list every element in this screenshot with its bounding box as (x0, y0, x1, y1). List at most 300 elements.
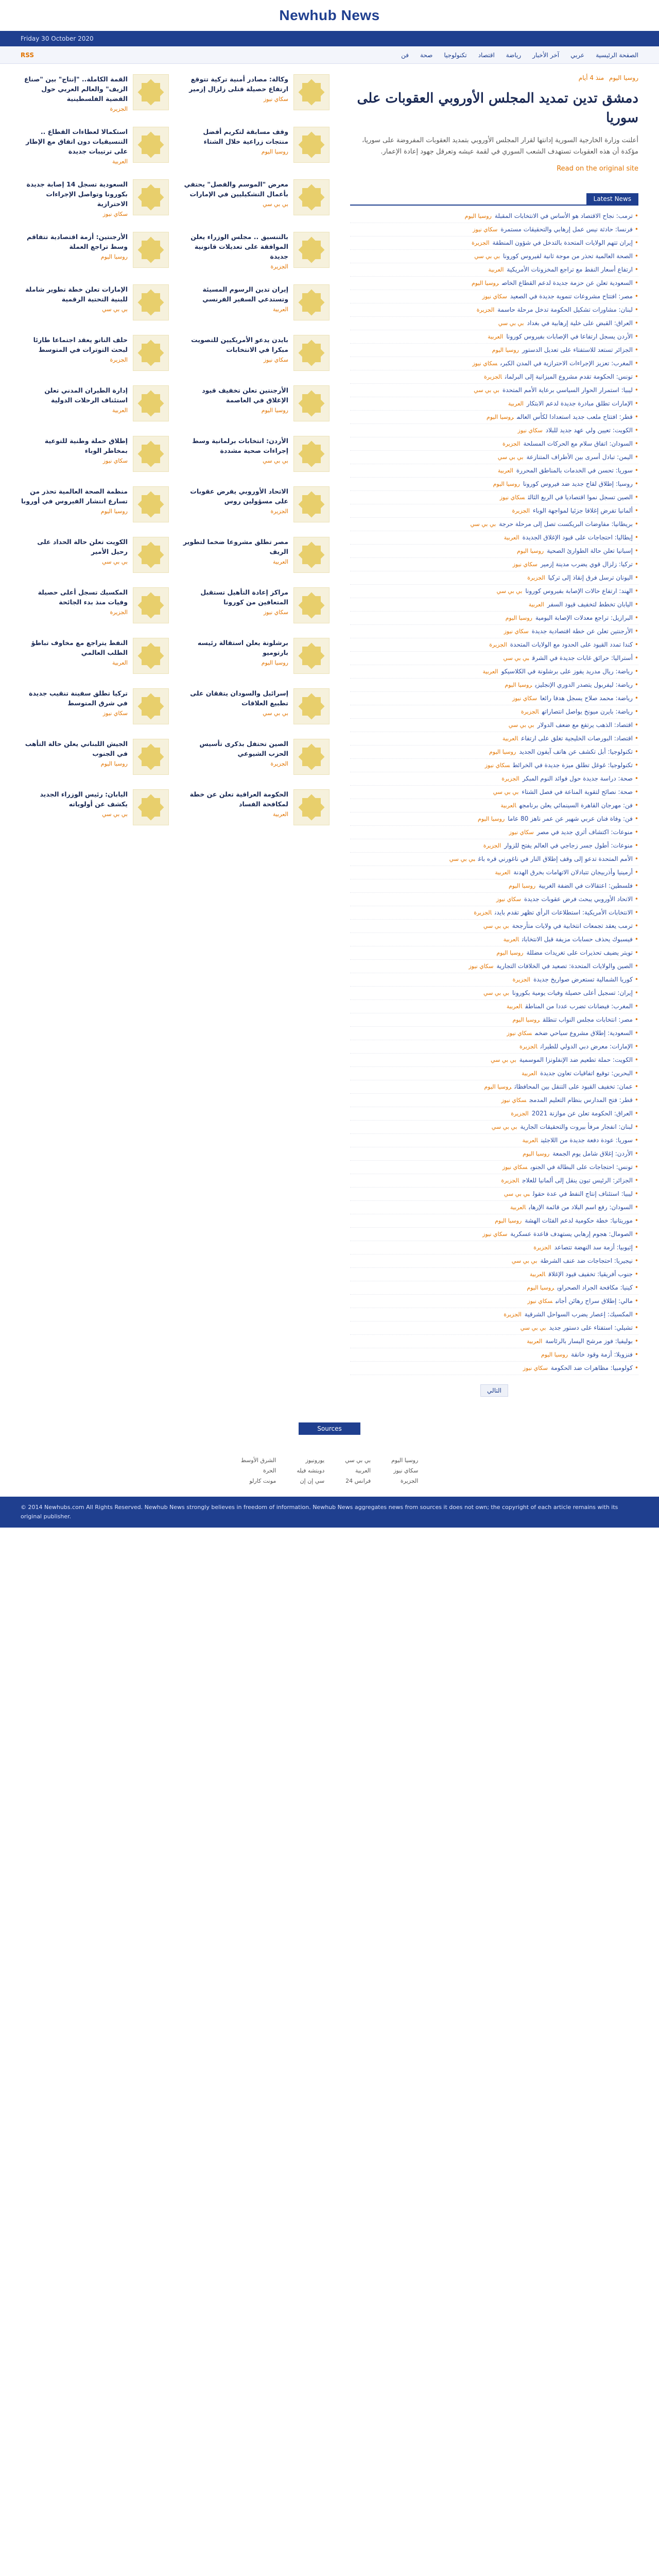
latest-news-title[interactable]: الصين تسجل نموا اقتصاديا في الربع الثالث (528, 494, 633, 501)
latest-news-item[interactable] (350, 250, 638, 263)
latest-news-item[interactable] (350, 705, 638, 719)
latest-news-item[interactable] (350, 1295, 638, 1308)
latest-news-item[interactable] (350, 1013, 638, 1027)
latest-news-item[interactable] (350, 732, 638, 745)
card-title[interactable]: الجيش اللبناني يعلن حالة التأهب في الجنوب (25, 740, 128, 757)
card-title[interactable]: منظمة الصحة العالمية تحذر من تسارع انتشار الفيروس في أوروبا (21, 487, 128, 505)
latest-news-item[interactable] (350, 1335, 638, 1348)
related-card[interactable] (21, 486, 169, 522)
latest-news-title[interactable]: فيسبوك يحذف حسابات مزيفة قبل الانتخابات (522, 936, 633, 943)
card-title[interactable]: برشلونة يعلن استقالة رئيسه بارتوميو (197, 639, 288, 656)
footer-link[interactable]: دويتشه فيله (297, 1467, 325, 1474)
nav-arabic[interactable]: عربي (570, 51, 585, 59)
card-title[interactable]: حلف الناتو يعقد اجتماعا طارئا لبحث التوترات في المتوسط (33, 336, 128, 353)
latest-news-title[interactable]: عمان: تخفيف القيود على التنقل بين المحافظات (514, 1083, 633, 1090)
latest-news-item[interactable] (350, 478, 638, 491)
latest-news-item[interactable] (350, 652, 638, 665)
card-thumbnail-placeholder-icon[interactable] (133, 688, 169, 724)
latest-news-title[interactable]: الجزائر: الرئيس تبون ينقل إلى ألمانيا للعلاج (522, 1177, 633, 1184)
card-title[interactable]: بالتنسيق .. مجلس الوزراء يعلن الموافقة على تعديلات قانونية جديدة (190, 233, 288, 260)
card-title[interactable]: معرض "الموسم والفصل" يحتفي بأعمال التشكيليين في الإمارات (184, 180, 288, 198)
latest-news-item[interactable] (350, 210, 638, 223)
latest-news-title[interactable]: رياضة: ريال مدريد يفوز على برشلونة في الكلاسيكو (501, 668, 633, 675)
card-thumbnail-placeholder-icon[interactable] (293, 127, 330, 163)
card-thumbnail-placeholder-icon[interactable] (133, 385, 169, 421)
card-thumbnail-placeholder-icon[interactable] (293, 688, 330, 724)
latest-news-item[interactable] (350, 638, 638, 652)
nav-economy[interactable]: اقتصاد (478, 51, 495, 59)
nav-latest[interactable]: آخر الأخبار (532, 51, 560, 59)
latest-news-title[interactable]: روسيا: إطلاق لقاح جديد ضد فيروس كورونا (523, 480, 633, 487)
latest-news-item[interactable] (350, 1134, 638, 1147)
latest-news-title[interactable]: تركيا: زلزال قوي يضرب مدينة إزمير (540, 561, 633, 568)
latest-news-title[interactable]: لبنان: انفجار مرفأ بيروت والتحقيقات الجارية (520, 1123, 633, 1130)
card-title[interactable]: الحكومة العراقية تعلن عن خطة لمكافحة الفساد (189, 790, 288, 808)
latest-news-title[interactable]: تونس: احتجاجات على البطالة في الجنوب (530, 1163, 633, 1171)
card-title[interactable]: الإمارات تعلن خطة تطوير شاملة للبنية التحتية الرقمية (25, 285, 128, 303)
latest-news-title[interactable]: العراق: الحكومة تعلن عن موازنة 2021 (531, 1110, 633, 1117)
next-page-button[interactable]: التالي (480, 1384, 508, 1397)
latest-news-title[interactable]: اليونان ترسل فرق إنقاذ إلى تركيا (548, 574, 633, 581)
latest-news-item[interactable] (350, 1174, 638, 1188)
footer-link[interactable]: الحرة (263, 1467, 276, 1474)
latest-news-item[interactable] (350, 839, 638, 853)
latest-news-item[interactable] (350, 357, 638, 370)
latest-news-item[interactable] (350, 1321, 638, 1335)
latest-news-item[interactable] (350, 973, 638, 987)
latest-news-item[interactable] (350, 545, 638, 558)
card-thumbnail-placeholder-icon[interactable] (293, 436, 330, 472)
related-card[interactable] (21, 587, 169, 623)
latest-news-item[interactable] (350, 1281, 638, 1295)
latest-news-title[interactable]: الجزائر تستعد للاستفتاء على تعديل الدستور (522, 346, 633, 353)
latest-news-title[interactable]: رياضة: بايرن ميونخ يواصل انتصاراته (542, 708, 633, 715)
latest-news-item[interactable] (350, 317, 638, 330)
latest-news-title[interactable]: السودان: رفع اسم البلاد من قائمة الإرهاب (529, 1204, 633, 1211)
latest-news-source: روسيا اليوم (471, 280, 499, 286)
related-card[interactable] (181, 486, 330, 522)
latest-news-item[interactable] (350, 745, 638, 759)
latest-news-item[interactable] (350, 504, 638, 518)
latest-news-source: الجزيرة (527, 574, 545, 581)
latest-news-title[interactable]: جنوب أفريقيا: تخفيف قيود الإغلاق (548, 1270, 633, 1278)
latest-news-title[interactable]: نيجيريا: احتجاجات ضد عنف الشرطة (540, 1257, 633, 1264)
card-thumbnail-placeholder-icon[interactable] (293, 232, 330, 268)
card-title[interactable]: وقف مسابقة لتكريم أفضل منتجات زراعية خلال الشتاء (203, 128, 288, 145)
latest-news-item[interactable] (350, 290, 638, 303)
latest-news-title[interactable]: تشيلي: استفتاء على دستور جديد (549, 1324, 633, 1331)
latest-news-title[interactable]: الصحة العالمية تحذر من موجة ثانية لفيروس كورونا (503, 252, 633, 260)
latest-news-title[interactable]: منوعات: أطول جسر زجاجي في العالم يفتح للزوار (504, 842, 633, 849)
latest-news-title[interactable]: منوعات: اكتشاف أثري جديد في مصر (536, 828, 633, 836)
latest-news-title[interactable]: أستراليا: حرائق غابات جديدة في الشرق (532, 654, 633, 662)
latest-news-title[interactable]: المغرب: تعزيز الإجراءات الاحترازية في المدن الكبرى (500, 360, 633, 367)
card-thumbnail-placeholder-icon[interactable] (293, 587, 330, 623)
latest-news-title[interactable]: إيطاليا: احتجاجات على قيود الإغلاق الجديدة (522, 534, 633, 541)
latest-news-item[interactable] (350, 1107, 638, 1121)
latest-news-item[interactable] (350, 1094, 638, 1107)
bullet-icon: • (634, 1244, 638, 1251)
latest-news-title[interactable]: المغرب: فيضانات تضرب عددا من المناطق (525, 1003, 633, 1010)
latest-news-source: العربية (497, 467, 513, 474)
latest-news-item[interactable] (350, 397, 638, 411)
card-title[interactable]: تركيا تطلق سفينة تنقيب جديدة في شرق المتوسط (29, 689, 128, 707)
related-card[interactable] (181, 335, 330, 371)
card-thumbnail-placeholder-icon[interactable] (293, 179, 330, 215)
card-thumbnail-placeholder-icon[interactable] (133, 486, 169, 522)
latest-news-title[interactable]: الصومال: هجوم إرهابي يستهدف قاعدة عسكرية (510, 1230, 633, 1238)
latest-news-item[interactable] (350, 1255, 638, 1268)
latest-news-item[interactable] (350, 585, 638, 598)
card-thumbnail-placeholder-icon[interactable] (133, 127, 169, 163)
latest-news-title[interactable]: الأرجنتين تعلن عن خطة اقتصادية جديدة (531, 628, 633, 635)
latest-news-title[interactable]: لبنان: مشاورات تشكيل الحكومة تدخل مرحلة حاسمة (497, 306, 633, 313)
related-card[interactable] (181, 127, 330, 165)
latest-news-item[interactable] (350, 384, 638, 397)
footer-link[interactable]: الشرق الأوسط (240, 1457, 276, 1464)
latest-news-item[interactable] (350, 1161, 638, 1174)
card-thumbnail-placeholder-icon[interactable] (133, 739, 169, 775)
latest-news-title[interactable]: سوريا: عودة دفعة جديدة من اللاجئين (541, 1137, 633, 1144)
latest-news-title[interactable]: الأردن: إغلاق شامل يوم الجمعة (552, 1150, 633, 1157)
related-card[interactable] (181, 537, 330, 573)
related-card[interactable] (181, 638, 330, 674)
latest-news-source: بي بي سي (470, 521, 496, 528)
latest-news-item[interactable] (350, 1188, 638, 1201)
latest-news-title[interactable]: إسبانيا تعلن حالة الطوارئ الصحية (547, 547, 633, 554)
latest-news-title[interactable]: الكويت: حملة تطعيم ضد الإنفلونزا الموسمية (519, 1056, 633, 1063)
card-thumbnail-placeholder-icon[interactable] (293, 284, 330, 320)
related-card[interactable] (181, 179, 330, 217)
nav-art[interactable]: فن (401, 51, 409, 59)
card-thumbnail-placeholder-icon[interactable] (293, 74, 330, 110)
latest-news-item[interactable] (350, 960, 638, 973)
latest-news-item[interactable] (350, 1241, 638, 1255)
latest-news-item[interactable] (350, 344, 638, 357)
footer-link[interactable]: مونت كارلو (249, 1478, 276, 1484)
card-thumbnail-placeholder-icon[interactable] (293, 537, 330, 573)
latest-news-item[interactable] (350, 625, 638, 638)
related-card[interactable] (21, 436, 169, 472)
latest-news-item[interactable] (350, 277, 638, 290)
related-card[interactable] (181, 789, 330, 825)
latest-news-title[interactable]: الأمم المتحدة تدعو إلى وقف إطلاق النار في ناغورني قره باغ (478, 855, 633, 862)
latest-news-item[interactable] (350, 1147, 638, 1161)
footer-link[interactable]: سي إن إن (300, 1478, 325, 1484)
latest-news-title[interactable]: أرمينيا وأذربيجان تتبادلان الاتهامات بخرق الهدنة (513, 869, 633, 876)
latest-news-title[interactable]: فرنسا: حادثة نيس عمل إرهابي والتحقيقات مستمرة (500, 226, 633, 233)
latest-news-item[interactable] (350, 1000, 638, 1013)
latest-news-title[interactable]: مصر: افتتاح مشروعات تنموية جديدة في الصعيد (510, 293, 633, 300)
latest-news-item[interactable] (350, 719, 638, 732)
related-card[interactable] (21, 537, 169, 573)
latest-news-title[interactable]: البرازيل: تراجع معدلات الإصابة اليومية (535, 614, 633, 621)
card-title[interactable]: الاتحاد الأوروبي يفرض عقوبات على مسؤولين روس (190, 487, 288, 505)
card-title[interactable]: المكسيك تسجل أعلى حصيلة وفيات منذ بدء الجائحة (38, 588, 128, 606)
card-thumbnail-placeholder-icon[interactable] (293, 385, 330, 421)
latest-news-item[interactable] (350, 879, 638, 893)
card-title[interactable]: إدارة الطيران المدني تعلن استئناف الرحلات الدولية (44, 386, 128, 404)
latest-news-item[interactable] (350, 612, 638, 625)
related-card[interactable] (21, 638, 169, 674)
latest-news-item[interactable] (350, 236, 638, 250)
card-title[interactable]: مصر تطلق مشروعا ضخما لتطوير الريف (183, 538, 288, 555)
latest-news-title[interactable]: ارتفاع أسعار النفط مع تراجع المخزونات الأمريكية (507, 266, 633, 273)
related-card[interactable] (181, 284, 330, 320)
card-title[interactable]: مراكز إعادة التأهيل تستقبل المتعافين من كورونا (200, 588, 288, 606)
latest-news-item[interactable] (350, 906, 638, 920)
latest-news-title[interactable]: قطر: فتح المدارس بنظام التعليم المدمج (529, 1096, 633, 1104)
latest-news-item[interactable] (350, 692, 638, 705)
footer-link[interactable]: العربية (355, 1467, 371, 1474)
nav-tech[interactable]: تكنولوجيا (444, 51, 467, 59)
card-thumbnail-placeholder-icon[interactable] (293, 789, 330, 825)
latest-news-item[interactable] (350, 826, 638, 839)
footer-link[interactable]: يورونيوز (305, 1457, 325, 1464)
latest-news-item[interactable] (350, 799, 638, 812)
related-card[interactable] (21, 789, 169, 825)
nav-health[interactable]: صحة (420, 51, 433, 59)
footer-link[interactable]: روسيا اليوم (391, 1457, 419, 1464)
related-card[interactable] (181, 232, 330, 270)
latest-news-item[interactable] (350, 303, 638, 317)
card-title[interactable]: اليابان: رئيس الوزراء الجديد يكشف عن أولوياته (40, 790, 128, 808)
card-thumbnail-placeholder-icon[interactable] (293, 638, 330, 674)
card-title[interactable]: الأرجنتين: أزمة اقتصادية تتفاقم وسط تراجع العملة (27, 233, 128, 250)
latest-news-title[interactable]: سوريا: تحسن في الخدمات بالمناطق المحررة (516, 467, 633, 474)
latest-news-title[interactable]: فلسطين: اعتقالات في الضفة الغربية (539, 882, 633, 889)
card-thumbnail-placeholder-icon[interactable] (133, 789, 169, 825)
latest-news-item[interactable] (350, 920, 638, 933)
latest-news-item[interactable] (350, 772, 638, 786)
nav-sports[interactable]: رياضة (506, 51, 522, 59)
latest-news-title[interactable]: الصين والولايات المتحدة: تصعيد في الخلافات التجارية (496, 962, 633, 970)
latest-news-item[interactable] (350, 1080, 638, 1094)
related-card[interactable] (21, 284, 169, 320)
latest-news-item[interactable] (350, 598, 638, 612)
latest-news-item[interactable] (350, 987, 638, 1000)
rss-link[interactable]: RSS (21, 51, 34, 59)
latest-news-title[interactable]: إيران تتهم الولايات المتحدة بالتدخل في شؤون المنطقة (492, 239, 633, 246)
latest-news-title[interactable]: كينيا: مكافحة الجراد الصحراوي (557, 1284, 633, 1291)
card-thumbnail-placeholder-icon[interactable] (133, 638, 169, 674)
latest-news-title[interactable]: كوريا الشمالية تستعرض صواريخ جديدة (533, 976, 633, 983)
related-card[interactable] (21, 688, 169, 724)
latest-news-title[interactable]: الإمارات تطلق مبادرة جديدة لدعم الابتكار (526, 400, 633, 407)
latest-news-title[interactable]: الأردن يسجل ارتفاعا في الإصابات بفيروس كورونا (506, 333, 633, 340)
latest-news-title[interactable]: تكنولوجيا: غوغل تطلق ميزة جديدة في الخرائط (513, 761, 633, 769)
latest-news-title[interactable]: الهند: ارتفاع حالات الإصابة بفيروس كورونا (525, 587, 633, 595)
latest-news-title[interactable]: المكسيك: إعصار يضرب السواحل الشرقية (524, 1311, 633, 1318)
latest-news-item[interactable] (350, 1348, 638, 1362)
latest-news-title[interactable]: الكويت: تعيين ولي عهد جديد للبلاد (545, 427, 633, 434)
latest-news-title[interactable]: اليمن: تبادل أسرى بين الأطراف المتنازعة (526, 453, 633, 461)
latest-news-title[interactable]: ترمب: نجاح الاقتصاد هو الأساس في الانتخابات المقبلة (494, 212, 633, 219)
latest-news-item[interactable] (350, 866, 638, 879)
page-body (21, 64, 638, 1412)
latest-news-title[interactable]: ليبيا: استئناف إنتاج النفط في عدة حقول (532, 1190, 633, 1197)
latest-news-item[interactable] (350, 812, 638, 826)
card-thumbnail-placeholder-icon[interactable] (133, 74, 169, 110)
latest-news-item[interactable] (350, 571, 638, 585)
card-title[interactable]: الصين تحتفل بذكرى تأسيس الحزب الشيوعي (199, 740, 288, 757)
related-card[interactable] (181, 74, 330, 112)
site-logo[interactable]: Newhub News (279, 7, 380, 23)
latest-news-item[interactable] (350, 946, 638, 960)
card-title[interactable]: الأرجنتين تعلن تخفيف قيود الإغلاق في العاصمة (202, 386, 288, 404)
card-title[interactable]: القمة الكاملة.. "إنتاج" بين "صناع الزيف" والعالم العربي حول القضية الفلسطينية (24, 75, 128, 103)
latest-news-item[interactable] (350, 464, 638, 478)
latest-news-title[interactable]: فن: وفاة فنان عربي شهير عن عمر ناهز 80 عاما (508, 815, 633, 822)
card-title[interactable]: وكالة: مصادر أمنية تركية تتوقع ارتفاع حصيلة قتلى زلزال إزمير (189, 75, 288, 93)
card-thumbnail-placeholder-icon[interactable] (133, 537, 169, 573)
card-title[interactable]: السعودية تسجل 14 إصابة جديدة بكورونا وتواصل الإجراءات الاحترازية (26, 180, 128, 208)
card-thumbnail-placeholder-icon[interactable] (133, 436, 169, 472)
latest-news-item[interactable] (350, 1268, 638, 1281)
related-card[interactable] (21, 74, 169, 112)
latest-news-title[interactable]: بوليفيا: فوز مرشح اليسار بالرئاسة (545, 1337, 633, 1345)
latest-news-title[interactable]: موريتانيا: خطة حكومية لدعم الفئات الهشة (525, 1217, 633, 1224)
footer-link[interactable]: الجزيرة (400, 1478, 419, 1484)
card-thumbnail-placeholder-icon[interactable] (133, 284, 169, 320)
latest-news-title[interactable]: مالي: إطلاق سراح رهائن أجانب (556, 1297, 633, 1304)
latest-news-title[interactable]: قطر: افتتاح ملعب جديد استعدادا لكأس العالم (517, 413, 633, 420)
card-title[interactable]: الكويت تعلن حالة الحداد على رحيل الأمير (37, 538, 128, 555)
card-thumbnail-placeholder-icon[interactable] (293, 335, 330, 371)
latest-news-title[interactable]: كولومبيا: مظاهرات ضد الحكومة (550, 1364, 633, 1371)
latest-news-title[interactable]: فنزويلا: أزمة وقود خانقة (571, 1351, 633, 1358)
latest-news-item[interactable] (350, 370, 638, 384)
latest-news-item[interactable] (350, 1040, 638, 1054)
breadcrumb-source[interactable]: روسيا اليوم (609, 74, 638, 81)
related-card[interactable] (181, 688, 330, 724)
card-thumbnail-placeholder-icon[interactable] (133, 587, 169, 623)
footer-link[interactable]: فرانس 24 (345, 1478, 371, 1484)
sources-button[interactable]: Sources (299, 1422, 360, 1435)
latest-news-title[interactable]: الإمارات: معرض دبي الدولي للطيران (540, 1043, 633, 1050)
footer-link[interactable]: بي بي سي (345, 1457, 371, 1464)
bullet-icon: • (634, 319, 638, 327)
latest-news-item[interactable] (350, 223, 638, 236)
card-title[interactable]: إطلاق حملة وطنية للتوعية بمخاطر الوباء (44, 437, 128, 454)
latest-news-title[interactable]: تويتر يضيف تحذيرات على تغريدات مضللة (526, 949, 633, 956)
related-card[interactable] (21, 739, 169, 775)
latest-news-title[interactable]: مصر: انتخابات مجلس النواب تنطلق (543, 1016, 633, 1023)
card-title[interactable]: استكمالا لعطاءات القطاع .. التنسيقيات دون اتفاق مع الإطار على ترتيبات جديدة (26, 128, 128, 155)
related-card[interactable] (181, 385, 330, 421)
latest-news-title[interactable]: بريطانيا: مفاوضات البريكست تصل إلى مرحلة حرجة (499, 520, 633, 528)
read-original-link[interactable]: Read on the original site (557, 165, 638, 173)
related-card[interactable] (181, 739, 330, 775)
bullet-icon: • (634, 507, 638, 514)
card-title[interactable]: إسرائيل والسودان يتفقان على تطبيع العلاقات (190, 689, 288, 707)
bullet-icon: • (634, 748, 638, 755)
latest-news-title[interactable]: كندا تمدد القيود على الحدود مع الولايات المتحدة (510, 641, 633, 648)
nav-home[interactable]: الصفحة الرئيسية (596, 51, 638, 59)
latest-news-title[interactable]: الانتخابات الأمريكية: استطلاعات الرأي تظهر تقدم بايدن (494, 909, 633, 916)
latest-news-item[interactable] (350, 330, 638, 344)
latest-news-item[interactable] (350, 853, 638, 866)
latest-news-title[interactable]: ألمانيا تفرض إغلاقا جزئيا لمواجهة الوباء (532, 507, 633, 514)
latest-news-title[interactable]: السعودية تعلن عن حزمة جديدة لدعم القطاع الخاص (501, 279, 633, 286)
related-card[interactable] (21, 232, 169, 270)
star-shape-icon (142, 344, 160, 362)
latest-news-item[interactable] (350, 665, 638, 679)
footer-link[interactable]: سكاي نيوز (393, 1467, 419, 1474)
latest-news-title[interactable]: الاتحاد الأوروبي يبحث فرض عقوبات جديدة (524, 895, 633, 903)
latest-news-item[interactable] (350, 1054, 638, 1067)
latest-news-title[interactable]: رياضة: ليفربول يتصدر الدوري الإنجليزي (535, 681, 633, 688)
latest-news-item[interactable] (350, 1362, 638, 1375)
latest-news-item[interactable] (350, 518, 638, 531)
latest-news-item[interactable] (350, 893, 638, 906)
card-thumbnail-placeholder-icon[interactable] (133, 232, 169, 268)
latest-news-item[interactable] (350, 451, 638, 464)
latest-news-title[interactable]: إيران: تسجيل أعلى حصيلة وفيات يومية بكورونا (512, 989, 633, 996)
latest-news-item[interactable] (350, 263, 638, 277)
latest-news-item[interactable] (350, 1308, 638, 1321)
latest-news-item[interactable] (350, 1201, 638, 1214)
latest-news-item[interactable] (350, 1121, 638, 1134)
latest-news-title[interactable]: تكنولوجيا: أبل تكشف عن هاتف آيفون الجديد (519, 748, 633, 755)
latest-news-title[interactable]: السعودية: إطلاق مشروع سياحي ضخم (535, 1029, 633, 1037)
card-title[interactable]: بايدن يدعو الأمريكيين للتصويت مبكرا في الانتخابات (191, 336, 288, 353)
related-card[interactable] (181, 436, 330, 472)
latest-news-item[interactable] (350, 1214, 638, 1228)
related-card[interactable] (181, 587, 330, 623)
latest-news-title[interactable]: السودان: اتفاق سلام مع الحركات المسلحة (523, 440, 633, 447)
latest-news-item[interactable] (350, 531, 638, 545)
latest-news-title[interactable]: العراق: القبض على خلية إرهابية في بغداد (527, 319, 633, 327)
card-title[interactable]: النفط يتراجع مع مخاوف تباطؤ الطلب العالمي (31, 639, 128, 656)
related-card[interactable] (21, 179, 169, 217)
latest-news-title[interactable]: فن: مهرجان القاهرة السينمائي يعلن برنامجه (519, 802, 633, 809)
latest-news-title[interactable]: ترمب يعقد تجمعات انتخابية في ولايات متأرجحة (512, 922, 633, 929)
card-thumbnail-placeholder-icon[interactable] (293, 739, 330, 775)
latest-news-item[interactable] (350, 411, 638, 424)
latest-news-item[interactable] (350, 933, 638, 946)
latest-news-title[interactable]: صحة: دراسة جديدة حول فوائد النوم المبكر (522, 775, 633, 782)
latest-news-item[interactable] (350, 491, 638, 504)
card-thumbnail-placeholder-icon[interactable] (133, 179, 169, 215)
latest-news-item[interactable] (350, 1067, 638, 1080)
latest-news-title[interactable]: البحرين: توقيع اتفاقيات تعاون جديدة (540, 1070, 633, 1077)
latest-news-item[interactable] (350, 1228, 638, 1241)
card-title[interactable]: إيران تدين الرسوم المسيئة وتستدعي السفير الفرنسي (202, 285, 288, 303)
related-card[interactable] (21, 127, 169, 165)
latest-news-title[interactable]: تونس: الحكومة تقدم مشروع الميزانية إلى البرلمان (505, 373, 633, 380)
latest-news-title[interactable]: اقتصاد: البورصات الخليجية تغلق على ارتفاع (521, 735, 633, 742)
latest-news-item[interactable] (350, 1027, 638, 1040)
latest-news-title[interactable]: إثيوبيا: أزمة سد النهضة تتصاعد (554, 1244, 633, 1251)
related-card[interactable] (21, 335, 169, 371)
latest-news-item[interactable] (350, 786, 638, 799)
latest-news-title[interactable]: اقتصاد: الذهب يرتفع مع ضعف الدولار (537, 721, 633, 728)
latest-news-item[interactable] (350, 437, 638, 451)
latest-news-title[interactable]: اليابان تخطط لتخفيف قيود السفر (547, 601, 633, 608)
latest-news-title[interactable]: صحة: نصائح لتقوية المناعة في فصل الشتاء (522, 788, 633, 795)
card-thumbnail-placeholder-icon[interactable] (133, 335, 169, 371)
related-card[interactable] (21, 385, 169, 421)
latest-news-title[interactable]: رياضة: محمد صلاح يسجل هدفا رائعا (540, 694, 633, 702)
latest-news-item[interactable] (350, 424, 638, 437)
latest-news-item[interactable] (350, 679, 638, 692)
latest-news-item[interactable] (350, 759, 638, 772)
latest-news-title[interactable]: ليبيا: استمرار الحوار السياسي برعاية الأمم المتحدة (502, 386, 633, 394)
latest-news-item[interactable] (350, 558, 638, 571)
card-title[interactable]: الأردن: انتخابات برلمانية وسط إجراءات صحية مشددة (192, 437, 288, 454)
card-thumbnail-placeholder-icon[interactable] (293, 486, 330, 522)
